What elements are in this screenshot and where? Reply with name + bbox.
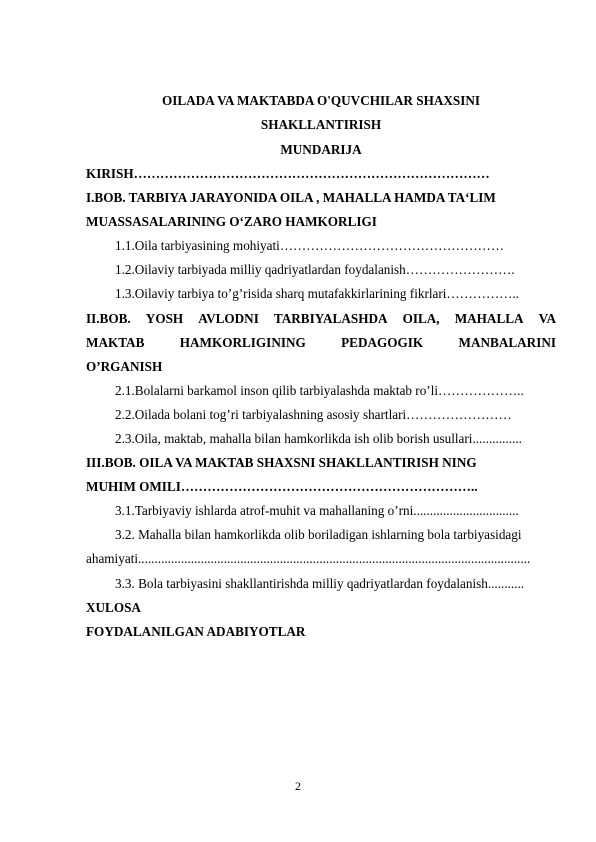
toc-item-2-2: 2.2.Oilada bolani tog’ri tarbiyalashning asosiy shartlari…………………… <box>115 407 512 422</box>
toc-item-1-1: 1.1.Oila tarbiyasining mohiyati…………………………………………… <box>115 238 505 253</box>
toc-item-1-3: 1.3.Oilaviy tarbiya to’g’risida sharq mutafakkirlarining fikrlari…………….. <box>115 286 519 301</box>
chapter2-word: TARBIYALASHDA <box>273 311 388 326</box>
chapter2-word: MAKTAB <box>86 335 145 350</box>
toc-item-1-2: 1.2.Oilaviy tarbiyada milliy qadriyatlardan foydalanish……………………. <box>115 262 515 277</box>
contents-heading: MUNDARIJA <box>280 142 362 157</box>
chapter2-word: HAMKORLIGINING <box>179 335 306 350</box>
toc-chapter1-line2: MUASSASALARINING O‘ZARO HAMKORLIGI <box>86 214 377 229</box>
toc-item-2-3: 2.3.Oila, maktab, mahalla bilan hamkorlikda ish olib borish usullari............... <box>115 431 522 446</box>
chapter2-word: MAHALLA <box>454 311 524 326</box>
toc-conclusion: XULOSA <box>86 600 141 615</box>
chapter2-word: PEDAGOGIK <box>341 335 424 350</box>
chapter2-word: VA <box>538 311 556 326</box>
chapter2-word: MANBALARINI <box>458 335 556 350</box>
toc-chapter3-line2: MUHIM OMILI………………………………………………………….. <box>86 479 478 494</box>
chapter2-word: YOSH <box>145 311 184 326</box>
chapter2-word: AVLODNI <box>198 311 259 326</box>
toc-item-2-1: 2.1.Bolalarni barkamol inson qilib tarbiyalashda maktab ro’li……………….. <box>115 383 524 398</box>
toc-item-3-1: 3.1.Tarbiyaviy ishlarda atrof-muhit va mahallaning o’rni................................ <box>115 503 519 518</box>
toc-references: FOYDALANILGAN ADABIYOTLAR <box>86 624 306 639</box>
toc-chapter2-line3: O’RGANISH <box>86 359 163 374</box>
toc-chapter1-line1: I.BOB. TARBIYA JARAYONIDA OILA , MAHALLA HAMDA TA‘LIM <box>86 190 496 205</box>
toc-chapter2-line2 <box>86 332 556 353</box>
title-line-2: SHAKLLANTIRISH <box>260 117 382 132</box>
title-line-1: OILADA VA MAKTABDA O'QUVCHILAR SHAXSINI <box>161 93 481 108</box>
toc-chapter2-line1 <box>86 308 556 329</box>
toc-item-3-2-line2: ahamiyati....................................................................................................................... <box>86 551 531 566</box>
chapter2-word: OILA, <box>402 311 440 326</box>
chapter2-word: II.BOB. <box>86 311 131 326</box>
toc-intro: KIRISH……………………………………………………………………… <box>86 166 490 181</box>
toc-chapter3-line1: III.BOB. OILA VA MAKTAB SHAXSNI SHAKLLANTIRISH NING <box>86 455 477 470</box>
toc-item-3-2-line1: 3.2. Mahalla bilan hamkorlikda olib boriladigan ishlarning bola tarbiyasidagi <box>115 527 522 542</box>
toc-item-3-3: 3.3. Bola tarbiyasini shakllantirishda milliy qadriyatlardan foydalanish........... <box>115 576 525 591</box>
page-number: 2 <box>295 779 301 793</box>
